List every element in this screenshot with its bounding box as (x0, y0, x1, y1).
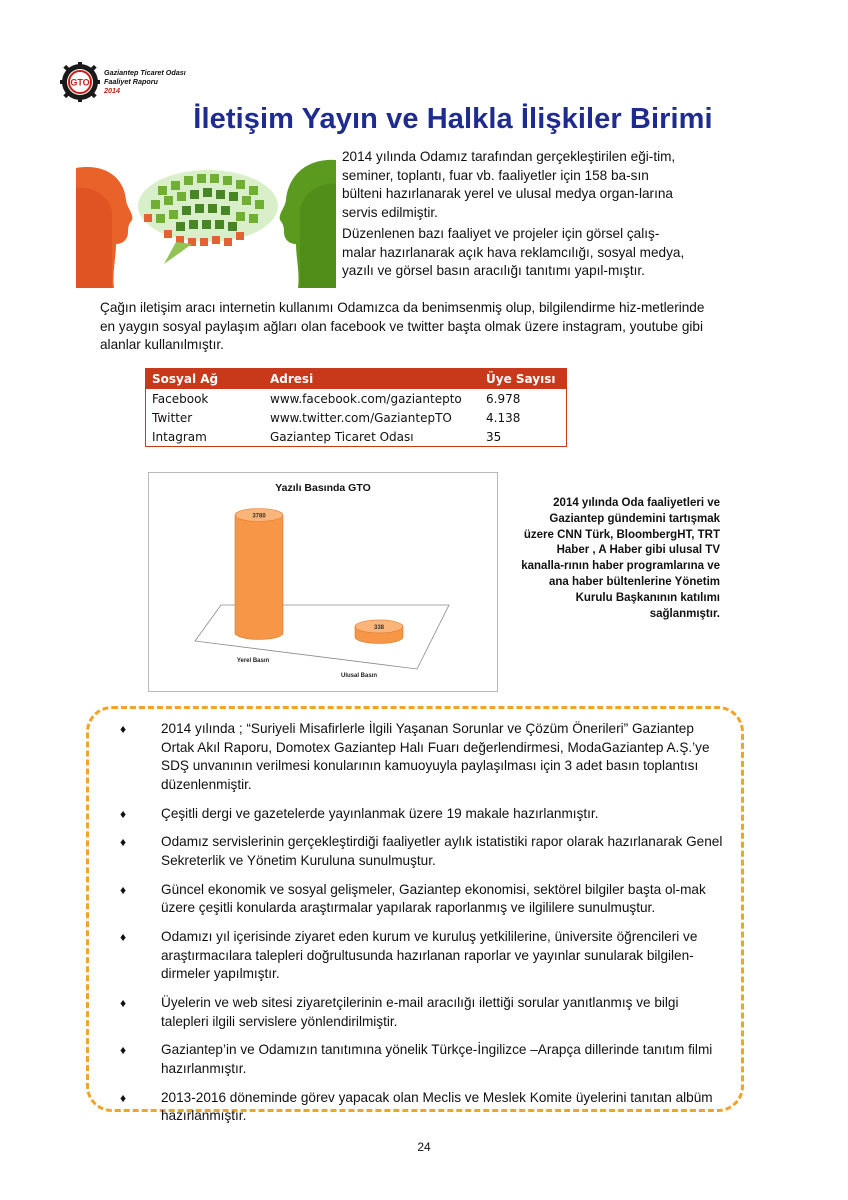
list-item (118, 833, 728, 870)
diamond-bullet-icon: ♦ (120, 930, 127, 945)
table-row (146, 408, 567, 427)
logo-line-year: 2014 (104, 86, 120, 95)
list-item (118, 928, 728, 984)
cell-members: 35 (486, 429, 502, 444)
list-item-text: Odamızı yıl içerisinde ziyaret eden kurum ve kuruluş yetkililerine, üniversite öğrencileri ve araştırmacılara talepleri doğrultusunda hazırlanan raporlar ve yayınlar sunularak bilgilen-dirmeler yapılmıştır. (161, 929, 698, 982)
cell-network: Twitter (152, 410, 193, 425)
social-media-table (145, 368, 567, 447)
cell-address: Gaziantep Ticaret Odası (270, 429, 414, 444)
header-address: Adresi (264, 369, 480, 390)
list-item (118, 1041, 728, 1078)
list-item (118, 1089, 728, 1126)
logo-caption (104, 68, 186, 95)
header-members: Üye Sayısı (480, 369, 567, 390)
gto-logo-icon (60, 62, 100, 102)
activities-list (118, 720, 728, 1136)
press-chart (148, 472, 498, 692)
logo-line-org: Gaziantep Ticaret Odası (104, 68, 186, 77)
internet-paragraph: Çağın iletişim aracı internetin kullanımı Odamızca da benimsenmiş olup, bilgilendirme hiz-metlerinde en yaygın sosyal paylaşım ağları olan facebook ve twitter başta olmak üzere instagram, youtube gibi alanlar kullanılmıştır. (100, 300, 705, 353)
list-item-text: Güncel ekonomik ve sosyal gelişmeler, Gaziantep ekonomisi, sektörel bilgiler başta ol-mak üzere çeşitli konularda araştırmalar yapılarak raporlanmış ve ilgililere sunulmuştur. (161, 881, 706, 916)
list-item-text: Çeşitli dergi ve gazetelerde yayınlanmak üzere 19 makale hazırlanmıştır. (161, 805, 599, 821)
cell-network: Facebook (152, 391, 209, 406)
diamond-bullet-icon: ♦ (120, 996, 127, 1011)
icon-cloud (138, 170, 278, 264)
list-item-text: Gaziantep’in ve Odamızın tanıtımına yönelik Türkçe-İngilizce –Arapça dillerinde tanıtım filmi hazırlanmıştır. (161, 1042, 713, 1077)
chart-floor (195, 605, 449, 669)
diamond-bullet-icon: ♦ (120, 882, 127, 897)
list-item-text: Odamız servislerinin gerçekleştirdiği faaliyetler aylık istatistiki rapor olarak hazırlanarak Genel Sekreterlik ve Yönetim Kuruluna sunulmuştur. (161, 834, 723, 868)
diamond-bullet-icon: ♦ (120, 1043, 127, 1058)
page-title: İletişim Yayın ve Halkla İlişkiler Birimi (193, 103, 713, 135)
diamond-bullet-icon: ♦ (120, 835, 127, 850)
table-row (146, 427, 567, 447)
header-network: Sosyal Ağ (146, 369, 265, 390)
communication-illustration (76, 148, 336, 288)
list-item (118, 805, 728, 824)
table-row (146, 389, 567, 408)
logo-letters: GTO (70, 77, 90, 88)
cell-network: Intagram (152, 429, 207, 444)
list-item-text: 2014 yılında ; “Suriyeli Misafirlerle İlgili Yaşanan Sorunlar ve Çözüm Önerileri” Gaziantep Ortak Akıl Raporu, Domotex Gaziantep Halı Fuarı değerlendirmesi, ModaGaziantep A.Ş.’ye SDŞ unvanının verilmesi konularının kamuoyuyla paylaşılması için 3 adet basın toplantısı düzenlenmiştir. (161, 721, 710, 792)
list-item (118, 881, 728, 918)
list-item-text: 2013-2016 döneminde görev yapacak olan Meclis ve Meslek Komite üyelerini tanıtan albüm hazırlanmıştır. (161, 1089, 713, 1124)
logo-line-report: Faaliyet Raporu (104, 77, 158, 86)
bar-value-label: 3780 (252, 513, 266, 520)
cell-address: www.facebook.com/gaziantepto (270, 391, 462, 406)
x-tick-label: Yerel Basın (236, 658, 270, 664)
intro-paragraph-press: 2014 yılında Odamız tarafından gerçekleştirilen eği-tim, seminer, toplantı, fuar vb. faaliyetler için 158 ba-sın bülteni hazırlanarak yerel ve ulusal medya organ-larına servis edilmiştir. (342, 149, 676, 220)
cell-members: 6.978 (486, 391, 521, 406)
list-item-text: Üyelerin ve web sitesi ziyaretçilerinin e-mail aracılığı ilettiği sorular yanıtlanmış ve bilgi talepleri ilgili servislere yönlendirilmiştir. (161, 995, 679, 1029)
list-item (118, 720, 728, 794)
table-header-row (146, 369, 567, 390)
intro-paragraph-visual: Düzenlenen bazı faaliyet ve projeler için görsel çalış-malar hazırlanarak açık hava reklamcılığı, sosyal medya, yazılı ve görsel basın aracılığı tanıtımı yapıl-mıştır. (342, 226, 685, 279)
bar-yerel-bas-n (235, 515, 283, 640)
diamond-bullet-icon: ♦ (120, 722, 127, 736)
diamond-bullet-icon: ♦ (120, 1090, 127, 1105)
list-item (118, 994, 728, 1031)
page-number: 24 (417, 1140, 431, 1154)
diamond-bullet-icon: ♦ (120, 806, 127, 821)
x-tick-label: Ulusal Basın (340, 673, 378, 679)
bar-value-label: 338 (373, 624, 385, 631)
chart-title: Yazılı Basında GTO (275, 482, 371, 494)
cell-members: 4.138 (486, 410, 521, 425)
tv-appearances-text: 2014 yılında Oda faaliyetleri ve Gaziantep gündemini tartışmak üzere CNN Türk, BloombergHT, TRT Haber , A Haber gibi ulusal TV kanalla-rının haber programlarına ve ana haber bültenlerine Yönetim Kurulu Başkanının katılımı sağlanmıştır. (521, 497, 720, 620)
cell-address: www.twitter.com/GaziantepTO (270, 410, 452, 425)
